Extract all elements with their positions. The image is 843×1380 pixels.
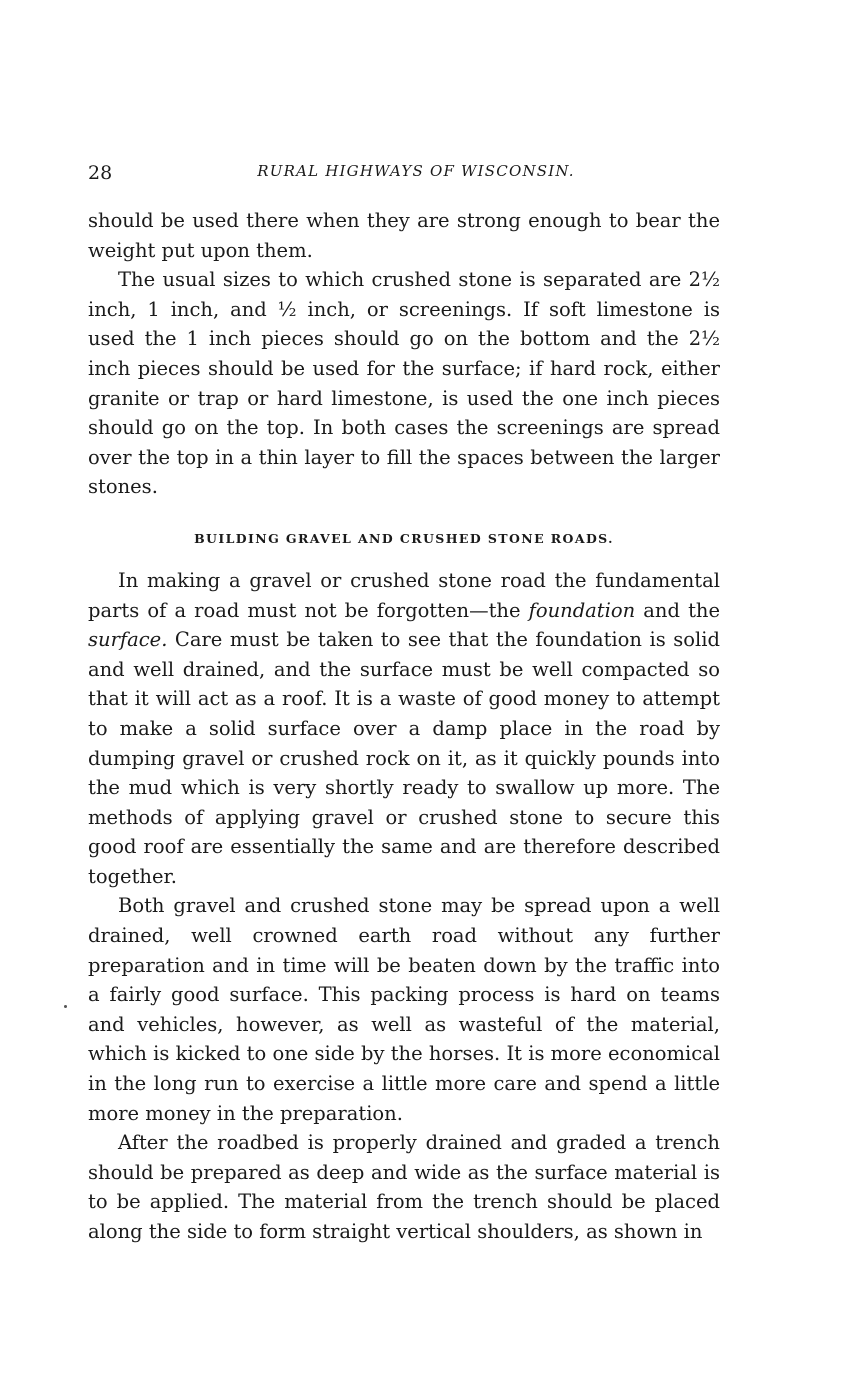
- paragraph-spreading: Both gravel and crushed stone may be spread upon a well drained, well crowned earth road without any further preparation and in time will be beaten down by the traffic into a fairly good surface. This packing process is hard on teams and vehicles, however, as well as wasteful of the material, which is kicked to one side by the horses. It is more economical in the long run to exercise a little more care and spend a little more money in the preparation.: [88, 894, 720, 1125]
- running-head: RURAL HIGHWAYS OF WISCONSIN.: [257, 162, 575, 180]
- section-heading: BUILDING GRAVEL AND CRUSHED STONE ROADS.: [194, 530, 614, 546]
- page-body: [88, 206, 720, 1247]
- paragraph-continued: should be used there when they are strong enough to bear the weight put upon them.: [88, 209, 720, 262]
- paragraph-fundamentals-part2: and the: [635, 598, 720, 622]
- paragraph-trench: After the roadbed is properly drained and graded a trench should be prepared as deep and wide as the surface material is to be applied. The material from the trench should be placed along the side to form straight vertical shoulders, as shown in: [88, 1131, 720, 1243]
- page-header: [88, 160, 720, 186]
- paragraph-stone-sizes: The usual sizes to which crushed stone is separated are 2½ inch, 1 inch, and ½ inch, or screenings. If soft limestone is used the 1 inch pieces should go on the bottom and the 2½ inch pieces should be used for the surface; if hard rock, either granite or trap or hard limestone, is used the one inch pieces should go on the top. In both cases the screenings are spread over the top in a thin layer to fill the spaces between the larger stones.: [88, 268, 720, 499]
- print-speck: [64, 1005, 67, 1008]
- paragraph-fundamentals: [88, 566, 720, 892]
- paragraph-fundamentals-part1: In making a gravel or crushed stone road the fundamental parts of a road must not be forgotten—the: [88, 568, 720, 622]
- emphasis-foundation: foundation: [528, 598, 636, 622]
- paragraph-fundamentals-part3: Care must be taken to see that the foundation is solid and well drained, and the surface must be well compacted so that it will act as a roof. It is a waste of good money to attempt to make a solid surface over a damp place in the road by dumping gravel or crushed rock on it, as it quickly pounds into the mud which is very shortly ready to swallow up more. The methods of applying gravel or crushed stone to secure this good roof are essentially the same and are therefore described together.: [88, 628, 720, 888]
- page-number: 28: [88, 162, 113, 184]
- emphasis-surface: surface.: [88, 628, 168, 652]
